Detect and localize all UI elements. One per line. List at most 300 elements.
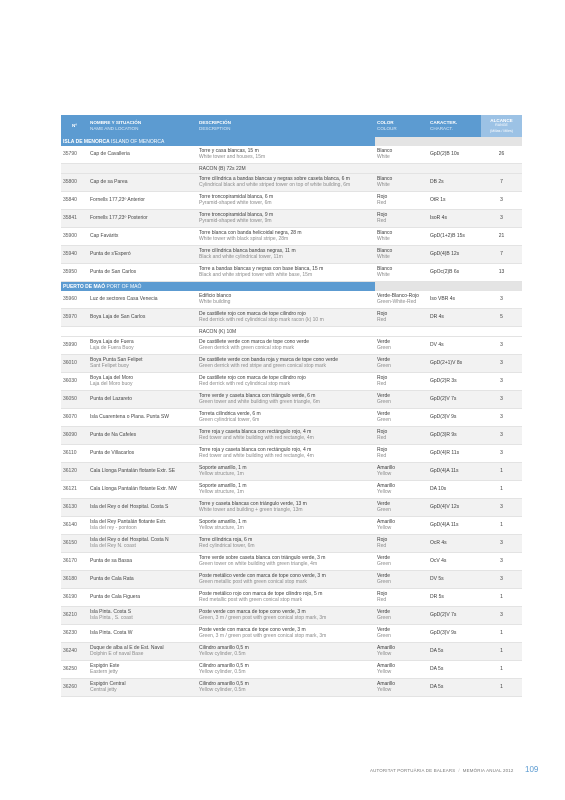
description-es: Torre troncopiramidal blanca, 6 m <box>199 193 274 200</box>
table-row <box>61 499 522 517</box>
light-name-cell <box>88 391 197 409</box>
colour-en: White <box>377 235 390 242</box>
section-title-es: PUERTO DE MAÓ <box>63 283 106 290</box>
light-name-cell <box>88 373 197 391</box>
light-name: Isla Cuarentena o Plana. Punta SW <box>90 413 169 420</box>
description-en: Red cylindrical tower, 6m <box>199 542 255 549</box>
description-es: De castillete rojo con marca de tope cilindro rojo <box>199 310 306 317</box>
light-number: 35840 <box>61 192 88 210</box>
light-name-cell <box>88 246 197 264</box>
description-es: Poste verde con marca de tope cono verde, 3 m <box>199 626 306 633</box>
light-name: Cap de Cavalleria <box>90 150 130 157</box>
description-es: Soporte amarillo, 1 m <box>199 464 247 471</box>
light-name: Boya Laja del Moro <box>90 374 134 381</box>
description-es: Cilindro amarillo 0,5 m <box>199 644 249 651</box>
colour-es: Verde-Blanco-Rojo <box>377 292 419 299</box>
column-header-name: NOMBRE Y SITUACIÓN NAME AND LOCATION <box>88 115 197 137</box>
character-cell: DV 5s <box>428 571 481 589</box>
section-filler <box>375 137 522 146</box>
description-en: Pyramid-shaped white tower, 9m <box>199 217 272 224</box>
colour-es: Amarillo <box>377 518 396 525</box>
character-cell: GpD(4)R 11s <box>428 445 481 463</box>
colour-es: Blanco <box>377 175 393 182</box>
table-row <box>61 607 522 625</box>
range-cell: 7 <box>481 246 522 264</box>
section-title-es: ISLA DE MENORCA <box>63 138 110 145</box>
colour-cell <box>375 309 428 327</box>
colour-es: Verde <box>377 338 391 345</box>
description-en: White tower and houses, 15m <box>199 153 266 160</box>
description-es: Torre troncopiramidal blanca, 9 m <box>199 211 274 218</box>
colour-en: Red <box>377 596 387 603</box>
light-name-cell <box>88 481 197 499</box>
light-name-cell <box>88 679 197 697</box>
light-name: Cala Llonga Pantalán flotante Extr. NW <box>90 485 177 492</box>
colour-cell <box>375 445 428 463</box>
light-name-cell <box>88 445 197 463</box>
character-cell: DR 5s <box>428 589 481 607</box>
footer-report: MEMÒRIA ANUAL 2012 <box>462 768 514 773</box>
section-title <box>61 282 375 292</box>
light-name: Isla del Rey o del Hospital. Costa S <box>90 503 169 510</box>
character-cell: GpD(2)V 7s <box>428 607 481 625</box>
description-es: Torre cilíndrica blanca bandas negras, 11 m <box>199 247 296 254</box>
colour-cell <box>375 589 428 607</box>
description-en: Green tower and white building with green triangle, 6m <box>199 398 320 405</box>
colour-cell <box>375 373 428 391</box>
range-cell: 3 <box>481 373 522 391</box>
range-cell: 3 <box>481 445 522 463</box>
colour-es: Amarillo <box>377 482 396 489</box>
colour-cell <box>375 409 428 427</box>
description-cell <box>197 463 375 481</box>
colour-es: Verde <box>377 500 391 507</box>
description-cell <box>197 373 375 391</box>
light-name-cell <box>88 337 197 355</box>
description-cell <box>197 607 375 625</box>
light-name-cell <box>88 228 197 246</box>
description-en: Red derrick with red cylindrical stop mark racon (k) 10 m <box>199 316 324 323</box>
colour-cell <box>375 174 428 192</box>
description-cell <box>197 643 375 661</box>
light-number: 35970 <box>61 309 88 327</box>
light-name-en: Laja del Moro buoy <box>90 380 133 387</box>
table-row <box>61 517 522 535</box>
colour-es: Verde <box>377 608 391 615</box>
light-number: 35950 <box>61 264 88 282</box>
description-cell <box>197 661 375 679</box>
colour-en: Yellow <box>377 488 392 495</box>
light-name: Fornells 177,23º Anterior <box>90 196 145 203</box>
description-es: Soporte amarillo, 1 m <box>199 482 247 489</box>
light-name: Fornells 177,23º Posterior <box>90 214 148 221</box>
colour-cell <box>375 535 428 553</box>
range-cell: 3 <box>481 355 522 373</box>
colour-cell <box>375 481 428 499</box>
colour-en: Green-White-Red <box>377 298 417 305</box>
colour-cell <box>375 679 428 697</box>
range-cell: 3 <box>481 535 522 553</box>
colour-en: Green <box>377 416 391 423</box>
table-row <box>61 535 522 553</box>
light-name-en: Central jetty <box>90 686 117 693</box>
light-name: Cala Llonga Pantalán flotante Extr. SE <box>90 467 176 474</box>
character-cell: GpD(2)V 7s <box>428 391 481 409</box>
description-cell <box>197 481 375 499</box>
light-number: 36130 <box>61 499 88 517</box>
light-number: 36210 <box>61 607 88 625</box>
description-en: White tower and building + green triangle, 13m <box>199 506 303 513</box>
light-name-cell <box>88 174 197 192</box>
description-cell <box>197 445 375 463</box>
light-name: Cap de sa Parea <box>90 178 128 185</box>
range-cell: 7 <box>481 174 522 192</box>
colour-en: Yellow <box>377 650 392 657</box>
light-name: Duque de alba al E de Est. Naval <box>90 644 164 651</box>
light-name: Luz de sectores Casa Venecia <box>90 295 158 302</box>
table-row <box>61 264 522 282</box>
colour-es: Amarillo <box>377 644 396 651</box>
racon-spacer <box>61 327 88 337</box>
range-cell: 1 <box>481 463 522 481</box>
character-cell: GpD(2+1)V 8s <box>428 355 481 373</box>
description-cell <box>197 625 375 643</box>
colour-en: Green <box>377 506 391 513</box>
light-name-en: Isla Pinta , S. coast <box>90 614 133 621</box>
colour-cell <box>375 607 428 625</box>
character-cell: GpD(4)A 11s <box>428 463 481 481</box>
description-cell <box>197 535 375 553</box>
description-es: Cilindro amarillo 0,5 m <box>199 680 249 687</box>
racon-row <box>61 164 522 174</box>
range-cell: 3 <box>481 291 522 309</box>
light-name: Boya Laja de San Carlos <box>90 313 146 320</box>
range-cell: 3 <box>481 427 522 445</box>
section-filler <box>375 282 522 292</box>
light-name-cell <box>88 535 197 553</box>
character-cell: IsoR 4s <box>428 210 481 228</box>
section-title <box>61 137 375 146</box>
colour-en: Green <box>377 614 391 621</box>
light-name-cell <box>88 661 197 679</box>
colour-cell <box>375 625 428 643</box>
colour-cell <box>375 427 428 445</box>
racon-text: RACON (K) 10M <box>197 327 522 337</box>
page-footer <box>370 768 514 773</box>
character-cell: DV 4s <box>428 337 481 355</box>
light-name: Isla del Rey o del Hospital. Costa N <box>90 536 169 543</box>
character-cell: OcR 4s <box>428 535 481 553</box>
description-en: Yellow structure, 1m <box>199 524 244 531</box>
description-es: De castillete rojo con marca de tope cilindro rojo <box>199 374 306 381</box>
light-number: 36150 <box>61 535 88 553</box>
light-number: 36110 <box>61 445 88 463</box>
light-name: Punta de Villacarlos <box>90 449 135 456</box>
light-name-cell <box>88 625 197 643</box>
colour-es: Rojo <box>377 374 388 381</box>
description-en: White tower with black spiral stripe, 28m <box>199 235 289 242</box>
colour-en: Red <box>377 217 387 224</box>
range-cell: 3 <box>481 391 522 409</box>
description-en: Red tower and white building with red rectangle, 4m <box>199 434 314 441</box>
light-name-en: Eastern jetty <box>90 668 118 675</box>
colour-en: Yellow <box>377 470 392 477</box>
description-es: Cilindro amarillo 0,5 m <box>199 662 249 669</box>
light-number: 36090 <box>61 427 88 445</box>
character-cell: GpD(4)V 12s <box>428 499 481 517</box>
light-name: Cap Favàritx <box>90 232 119 239</box>
colour-es: Verde <box>377 392 391 399</box>
light-name: Punta de San Carlos <box>90 268 137 275</box>
colour-en: Green <box>377 632 391 639</box>
light-number: 35800 <box>61 174 88 192</box>
colour-es: Rojo <box>377 590 388 597</box>
description-es: Torre y caseta blancas con triángulo verde, 13 m <box>199 500 307 507</box>
description-en: Yellow cylinder, 0.5m <box>199 686 246 693</box>
colour-es: Rojo <box>377 428 388 435</box>
table-body <box>61 137 522 697</box>
colour-es: Amarillo <box>377 464 396 471</box>
racon-spacer <box>88 327 197 337</box>
footer-publisher: AUTORITAT PORTUÀRIA DE BALEARS <box>370 768 456 773</box>
table-row <box>61 661 522 679</box>
colour-en: Green <box>377 398 391 405</box>
colour-cell <box>375 264 428 282</box>
description-cell <box>197 427 375 445</box>
description-en: Green derrick with red stripe and green conical stop mark <box>199 362 327 369</box>
light-name: Punta de Cala Rata <box>90 575 134 582</box>
description-cell <box>197 355 375 373</box>
colour-es: Rojo <box>377 310 388 317</box>
range-cell: 3 <box>481 571 522 589</box>
racon-spacer <box>61 164 88 174</box>
light-name-cell <box>88 210 197 228</box>
light-name-cell <box>88 409 197 427</box>
light-name-cell <box>88 517 197 535</box>
colour-es: Blanco <box>377 265 393 272</box>
table-row <box>61 553 522 571</box>
colour-cell <box>375 553 428 571</box>
description-en: Green cylindrical tower, 6m <box>199 416 260 423</box>
description-en: Green, 3 m / green post with green conical stop mark, 3m <box>199 632 327 639</box>
description-es: Torre verde y caseta blanca con triángulo verde, 6 m <box>199 392 316 399</box>
description-cell <box>197 337 375 355</box>
footer-separator: / <box>458 768 460 773</box>
description-en: White building <box>199 298 231 305</box>
colour-en: Yellow <box>377 524 392 531</box>
colour-es: Verde <box>377 356 391 363</box>
character-cell: DA 5s <box>428 661 481 679</box>
colour-en: Green <box>377 362 391 369</box>
light-name: Punta de Cala Figuera <box>90 593 141 600</box>
colour-es: Verde <box>377 572 391 579</box>
light-name-cell <box>88 643 197 661</box>
character-cell: DA 5s <box>428 643 481 661</box>
colour-es: Verde <box>377 626 391 633</box>
description-cell <box>197 174 375 192</box>
character-cell: GpD(3)V 9s <box>428 409 481 427</box>
light-number: 36260 <box>61 679 88 697</box>
character-cell: GpD(4)B 12s <box>428 246 481 264</box>
description-en: Green derrick with green conical stop mark <box>199 344 295 351</box>
colour-cell <box>375 146 428 164</box>
table-row <box>61 571 522 589</box>
page-number: 109 <box>525 765 539 774</box>
light-number: 36070 <box>61 409 88 427</box>
light-number: 36121 <box>61 481 88 499</box>
character-cell: GpD(3)V 9s <box>428 625 481 643</box>
colour-cell <box>375 291 428 309</box>
colour-es: Rojo <box>377 211 388 218</box>
light-name-cell <box>88 607 197 625</box>
colour-es: Rojo <box>377 536 388 543</box>
colour-en: Green <box>377 560 391 567</box>
light-name-cell <box>88 309 197 327</box>
description-es: Torre cilíndrica roja, 6 m <box>199 536 253 543</box>
description-es: Torre roja y caseta blanca con rectángulo rojo, 4 m <box>199 446 312 453</box>
colour-en: Red <box>377 316 387 323</box>
colour-en: White <box>377 271 390 278</box>
description-cell <box>197 409 375 427</box>
character-cell: OtR 1s <box>428 192 481 210</box>
light-name: Isla Pinta. Costa S <box>90 608 132 615</box>
light-name-cell <box>88 264 197 282</box>
light-name: Isla Pinta. Costa W <box>90 629 133 636</box>
column-header-description: DESCRIPCIÓN DESCRIPTION <box>197 115 375 137</box>
light-name-en: Sant Felipet buoy <box>90 362 129 369</box>
range-cell: 5 <box>481 309 522 327</box>
table-row <box>61 291 522 309</box>
description-es: Torreta cilíndrica verde, 6 m <box>199 410 261 417</box>
table-row <box>61 445 522 463</box>
description-cell <box>197 589 375 607</box>
racon-spacer <box>88 164 197 174</box>
colour-cell <box>375 517 428 535</box>
description-cell <box>197 499 375 517</box>
description-cell <box>197 146 375 164</box>
description-es: Torre blanca con banda helicoidal negra, 28 m <box>199 229 302 236</box>
description-cell <box>197 228 375 246</box>
light-number: 36140 <box>61 517 88 535</box>
light-name-cell <box>88 589 197 607</box>
description-en: Red tower and white building with red rectangle, 4m <box>199 452 314 459</box>
colour-en: White <box>377 181 390 188</box>
description-cell <box>197 246 375 264</box>
table-row <box>61 463 522 481</box>
description-en: Yellow cylinder, 0.5m <box>199 650 246 657</box>
character-cell: GpD(4)A 11s <box>428 517 481 535</box>
colour-es: Rojo <box>377 446 388 453</box>
colour-cell <box>375 463 428 481</box>
table-row <box>61 427 522 445</box>
table-row <box>61 146 522 164</box>
light-number: 35841 <box>61 210 88 228</box>
light-name: Punta del Lazareto <box>90 395 132 402</box>
character-cell: DA 5s <box>428 679 481 697</box>
character-cell: DR 4s <box>428 309 481 327</box>
table-row <box>61 679 522 697</box>
table-row <box>61 409 522 427</box>
description-en: Red metallic post with green conical stop mark <box>199 596 303 603</box>
aids-to-navigation-table <box>61 115 522 697</box>
light-number: 36190 <box>61 589 88 607</box>
colour-es: Amarillo <box>377 662 396 669</box>
light-name: Punta de Na Cafeles <box>90 431 137 438</box>
table-row <box>61 589 522 607</box>
description-cell <box>197 210 375 228</box>
character-cell: GpD(2)R 3s <box>428 373 481 391</box>
description-en: Black and white cylindrical tower, 11m <box>199 253 283 260</box>
description-en: Yellow structure, 1m <box>199 488 244 495</box>
table-row <box>61 174 522 192</box>
character-cell: GpD(2)B 10s <box>428 146 481 164</box>
section-title-en: ISLAND OF MENORCA <box>110 138 165 145</box>
light-number: 36050 <box>61 391 88 409</box>
range-cell: 13 <box>481 264 522 282</box>
description-cell <box>197 291 375 309</box>
colour-cell <box>375 643 428 661</box>
light-name: Boya Laja de Fuera <box>90 338 134 345</box>
light-name-en: Isla del Rey N. coast <box>90 542 136 549</box>
range-cell: 3 <box>481 409 522 427</box>
description-es: Torre roja y caseta blanca con rectángulo rojo, 4 m <box>199 428 312 435</box>
colour-cell <box>375 228 428 246</box>
table-row <box>61 391 522 409</box>
light-name-cell <box>88 499 197 517</box>
character-cell: Iso VBR 4s <box>428 291 481 309</box>
racon-row <box>61 327 522 337</box>
colour-en: Yellow <box>377 668 392 675</box>
range-cell: 3 <box>481 337 522 355</box>
table-row <box>61 246 522 264</box>
light-number: 36010 <box>61 355 88 373</box>
description-cell <box>197 571 375 589</box>
description-en: Pyramid-shaped white tower, 6m <box>199 199 272 206</box>
character-cell: DB 2s <box>428 174 481 192</box>
description-es: Torre y casa blancas, 15 m <box>199 147 259 154</box>
range-cell: 21 <box>481 228 522 246</box>
description-es: Poste metálico rojo con marca de tope cilindro rojo, 5 m <box>199 590 323 597</box>
description-en: Yellow cylinder, 0.5m <box>199 668 246 675</box>
light-number: 36250 <box>61 661 88 679</box>
description-es: Soporte amarillo, 1 m <box>199 518 247 525</box>
description-es: Poste verde con marca de tope cono verde, 3 m <box>199 608 306 615</box>
colour-en: Green <box>377 344 391 351</box>
range-cell: 1 <box>481 679 522 697</box>
range-cell: 3 <box>481 499 522 517</box>
light-name: Espigón Este <box>90 662 120 669</box>
colour-cell <box>375 192 428 210</box>
description-cell <box>197 391 375 409</box>
table-row <box>61 373 522 391</box>
column-header-character: CARACTER. CHARACT. <box>428 115 481 137</box>
colour-en: Green <box>377 578 391 585</box>
colour-es: Verde <box>377 410 391 417</box>
column-header-colour: COLOR COLOUR <box>375 115 428 137</box>
light-name-cell <box>88 291 197 309</box>
description-es: De castillete verde con marca de tope cono verde <box>199 338 310 345</box>
light-number: 35960 <box>61 291 88 309</box>
character-cell: OcV 4s <box>428 553 481 571</box>
range-cell: 26 <box>481 146 522 164</box>
column-header-number: Nº <box>61 115 88 137</box>
colour-en: Red <box>377 380 387 387</box>
table-row <box>61 481 522 499</box>
description-cell <box>197 192 375 210</box>
colour-cell <box>375 499 428 517</box>
light-number: 36030 <box>61 373 88 391</box>
range-cell: 1 <box>481 517 522 535</box>
